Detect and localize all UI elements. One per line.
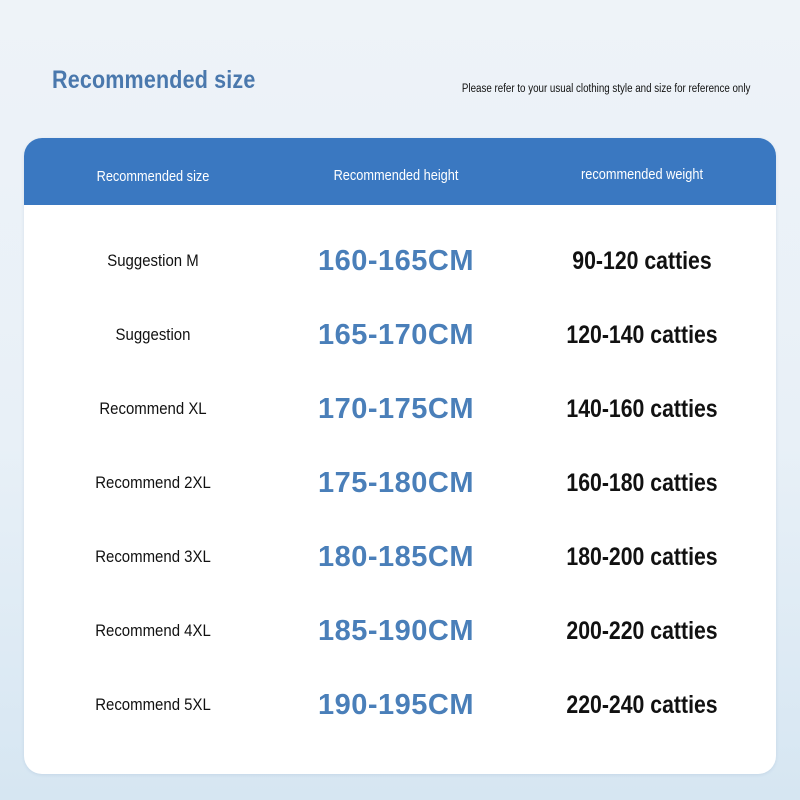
size-cell: Recommend 2XL (95, 473, 211, 492)
table-row (24, 668, 776, 742)
height-cell: 180-185CM (317, 541, 475, 573)
size-cell: Recommend 5XL (95, 695, 211, 714)
table-row (24, 594, 776, 668)
weight-cell: 90-120 catties (572, 247, 712, 275)
size-table-card (24, 138, 776, 774)
height-cell: 190-195CM (317, 689, 475, 721)
weight-cell: 120-140 catties (566, 321, 718, 349)
weight-cell: 200-220 catties (566, 617, 718, 645)
header-height: Recommended height (333, 168, 459, 184)
weight-cell: 160-180 catties (566, 469, 718, 497)
table-row (24, 298, 776, 372)
table-row (24, 446, 776, 520)
table-row (24, 224, 776, 298)
height-cell: 160-165CM (317, 245, 475, 277)
size-cell: Suggestion M (107, 251, 199, 270)
table-row (24, 372, 776, 446)
reference-note: Please refer to your usual clothing style and size for reference only (461, 83, 750, 95)
weight-cell: 140-160 catties (566, 395, 718, 423)
page-title: Recommended size (52, 66, 256, 94)
height-cell: 185-190CM (317, 615, 475, 647)
weight-cell: 180-200 catties (566, 543, 718, 571)
size-cell: Recommend 4XL (95, 621, 211, 640)
table-row (24, 520, 776, 594)
size-cell: Recommend 3XL (95, 547, 211, 566)
weight-cell: 220-240 catties (566, 691, 718, 719)
table-header (24, 138, 776, 205)
height-cell: 175-180CM (317, 467, 475, 499)
size-cell: Recommend XL (99, 399, 207, 418)
height-cell: 170-175CM (317, 393, 475, 425)
header-size: Recommended size (96, 169, 210, 185)
height-cell: 165-170CM (317, 319, 475, 351)
size-cell: Suggestion (115, 325, 191, 344)
header-weight: recommended weight (580, 167, 703, 183)
